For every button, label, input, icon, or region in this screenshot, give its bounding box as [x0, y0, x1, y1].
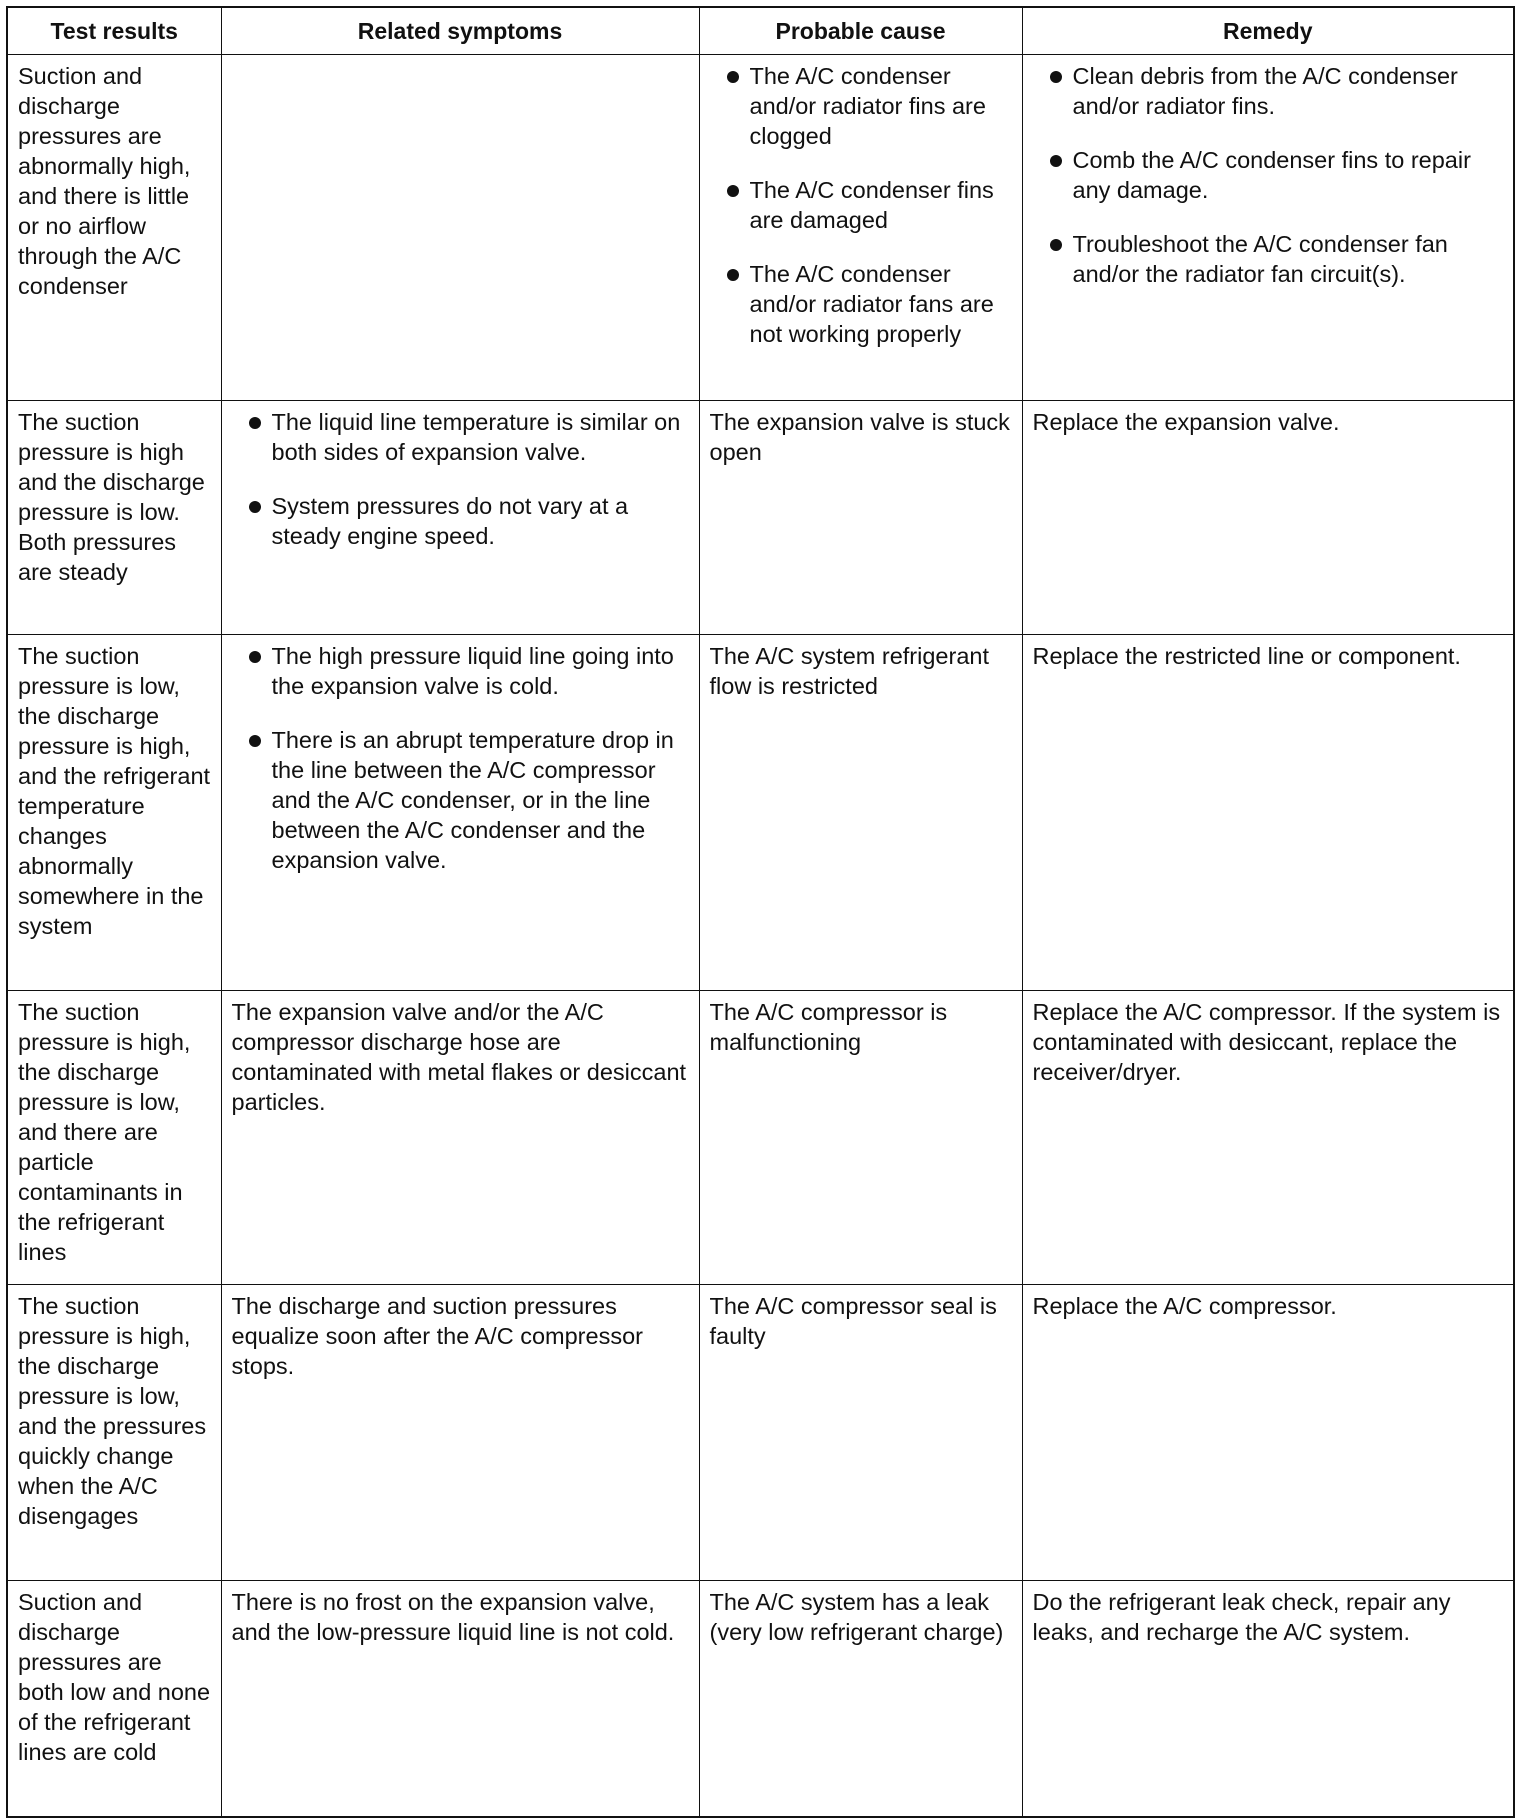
- list-item-text: System pressures do not vary at a steady engine speed.: [271, 493, 629, 549]
- list-item: [1033, 61, 1504, 121]
- header-row: [7, 7, 1514, 55]
- header-related-symptoms: Related symptoms: [221, 7, 699, 55]
- diagnosis-table: [6, 6, 1515, 1818]
- bullet-icon: [1050, 239, 1062, 251]
- table-row: [7, 1581, 1514, 1817]
- probable-cause-cell: The A/C system refrigerant flow is restricted: [699, 635, 1022, 991]
- remedy-cell: Replace the expansion valve.: [1022, 401, 1514, 635]
- table-row: [7, 991, 1514, 1285]
- bullet-icon: [727, 71, 739, 83]
- probable-cause-cell: The A/C compressor is malfunctioning: [699, 991, 1022, 1285]
- remedy-cell: Replace the A/C compressor. If the system is contaminated with desiccant, replace the receiver/dryer.: [1022, 991, 1514, 1285]
- test-results-cell: The suction pressure is high, the discharge pressure is low, and the pressures quickly change when the A/C disengages: [7, 1285, 221, 1581]
- list-item: [232, 641, 689, 701]
- table-row: [7, 55, 1514, 401]
- test-results-cell: Suction and discharge pressures are abnormally high, and there is little or no airflow through the A/C condenser: [7, 55, 221, 401]
- test-results-cell: The suction pressure is low, the discharge pressure is high, and the refrigerant temperature changes abnormally somewhere in the system: [7, 635, 221, 991]
- list-item-text: The A/C condenser and/or radiator fins are clogged: [749, 63, 986, 149]
- remedy-cell: [1022, 55, 1514, 401]
- related-symptoms-cell: There is no frost on the expansion valve, and the low-pressure liquid line is not cold.: [221, 1581, 699, 1817]
- remedy-cell: Replace the restricted line or component.: [1022, 635, 1514, 991]
- bullet-icon: [249, 735, 261, 747]
- list-item: [1033, 145, 1504, 205]
- remedy-bullet-list: [1033, 61, 1504, 289]
- list-item-text: The A/C condenser and/or radiator fans are not working properly: [749, 261, 994, 347]
- table-row: [7, 401, 1514, 635]
- bullet-icon: [249, 501, 261, 513]
- remedy-cell: Do the refrigerant leak check, repair any leaks, and recharge the A/C system.: [1022, 1581, 1514, 1817]
- test-results-cell: Suction and discharge pressures are both low and none of the refrigerant lines are cold: [7, 1581, 221, 1817]
- list-item: [710, 175, 1012, 235]
- header-test-results: Test results: [7, 7, 221, 55]
- related-symptoms-cell: [221, 55, 699, 401]
- list-item: [232, 407, 689, 467]
- related-symptoms-cell: The expansion valve and/or the A/C compressor discharge hose are contaminated with metal flakes or desiccant particles.: [221, 991, 699, 1285]
- list-item: [1033, 229, 1504, 289]
- bullet-icon: [1050, 71, 1062, 83]
- symptoms-bullet-list: [232, 641, 689, 875]
- related-symptoms-cell: The discharge and suction pressures equalize soon after the A/C compressor stops.: [221, 1285, 699, 1581]
- list-item-text: Comb the A/C condenser fins to repair any damage.: [1072, 147, 1471, 203]
- list-item: [232, 725, 689, 875]
- list-item: [232, 491, 689, 551]
- probable-cause-cell: The expansion valve is stuck open: [699, 401, 1022, 635]
- probable-cause-cell: [699, 55, 1022, 401]
- list-item-text: There is an abrupt temperature drop in the line between the A/C compressor and the A/C condenser, or in the line between the A/C condenser and the expansion valve.: [271, 727, 674, 873]
- list-item-text: The liquid line temperature is similar on both sides of expansion valve.: [271, 409, 681, 465]
- test-results-cell: The suction pressure is high and the discharge pressure is low. Both pressures are steady: [7, 401, 221, 635]
- bullet-icon: [249, 417, 261, 429]
- list-item-text: The A/C condenser fins are damaged: [749, 177, 994, 233]
- test-results-cell: The suction pressure is high, the discharge pressure is low, and there are particle contaminants in the refrigerant lines: [7, 991, 221, 1285]
- probable-cause-cell: The A/C compressor seal is faulty: [699, 1285, 1022, 1581]
- bullet-icon: [727, 185, 739, 197]
- remedy-cell: Replace the A/C compressor.: [1022, 1285, 1514, 1581]
- list-item-text: Troubleshoot the A/C condenser fan and/or the radiator fan circuit(s).: [1072, 231, 1448, 287]
- symptoms-bullet-list: [232, 407, 689, 551]
- header-probable-cause: Probable cause: [699, 7, 1022, 55]
- list-item: [710, 259, 1012, 349]
- bullet-icon: [1050, 155, 1062, 167]
- list-item-text: Clean debris from the A/C condenser and/or radiator fins.: [1072, 63, 1458, 119]
- probable-cause-cell: The A/C system has a leak (very low refrigerant charge): [699, 1581, 1022, 1817]
- cause-bullet-list: [710, 61, 1012, 349]
- list-item: [710, 61, 1012, 151]
- table-row: [7, 635, 1514, 991]
- list-item-text: The high pressure liquid line going into the expansion valve is cold.: [271, 643, 674, 699]
- header-remedy: Remedy: [1022, 7, 1514, 55]
- bullet-icon: [727, 269, 739, 281]
- bullet-icon: [249, 651, 261, 663]
- table-row: [7, 1285, 1514, 1581]
- related-symptoms-cell: [221, 401, 699, 635]
- related-symptoms-cell: [221, 635, 699, 991]
